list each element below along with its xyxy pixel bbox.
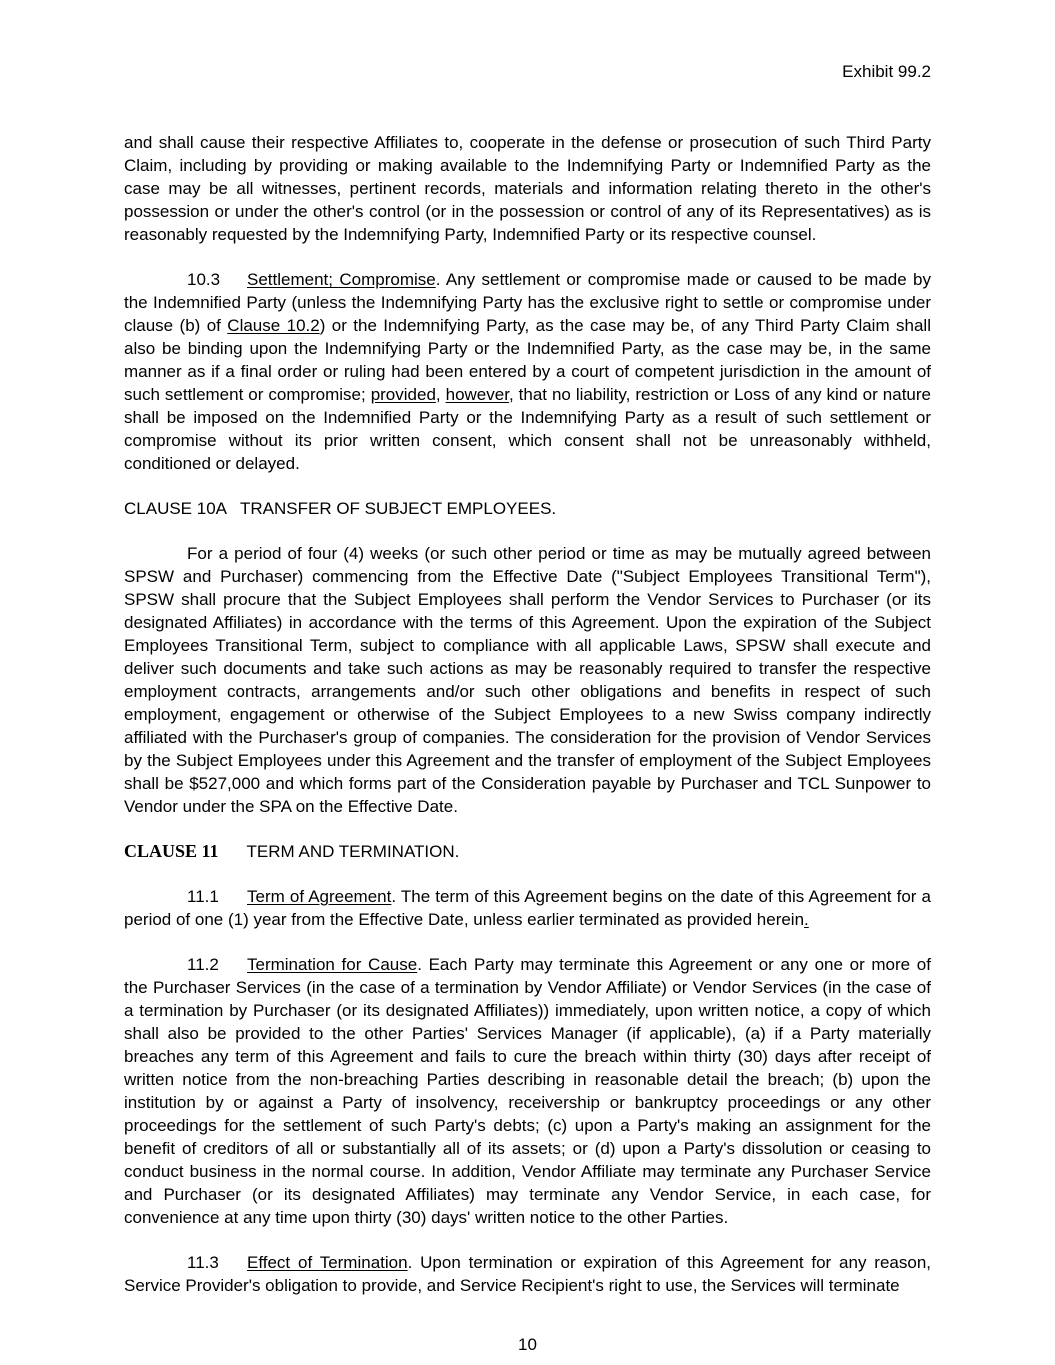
clause-11-heading [124,840,931,863]
section-11-2 [124,953,931,1229]
section-10-3-text: . Any settlement or compromise made or caused to be made by the Indemnified Party (unless the Indemnifying Party has the exclusive right to settle or compromise under clause (b) of [124,270,931,335]
section-11-3-number: 11.3 [187,1253,219,1272]
section-11-3 [124,1251,931,1297]
section-11-2-text: . Each Party may terminate this Agreement or any one or more of the Purchaser Services (in the case of a termination by Vendor Affiliate) or Vendor Services (in the case of a termination by Purchaser (or its designated Affiliates)) immediately, upon written notice, a copy of which shall also be provided to the other Parties' Services Manager (if applicable), (a) if a Party materially breaches any term of this Agreement and fails to cure the breach within thirty (30) days after receipt of written notice from the non-breaching Parties describing in reasonable detail the breach; (b) upon the institution by or against a Party of insolvency, receivership or bankruptcy proceedings or any other proceedings for the settlement of such Party's debts; (c) upon a Party's making an assignment for the benefit of creditors of all or substantially all of its assets; or (d) upon a Party's dissolution or ceasing to conduct business in the normal course. In addition, Vendor Affiliate may terminate any Purchaser Service and Purchaser (or its designated Affiliates) may terminate any Vendor Service, in each case, for convenience at any time upon thirty (30) days' written notice to the other Parties. [124,955,931,1227]
exhibit-label: Exhibit 99.2 [842,62,931,81]
section-10-3-text: , that no liability, restriction or Loss of any kind or nature shall be imposed on the Indemnified Party or the Indemnifying Party as a result of such settlement or compromise without its prior written consent, which consent shall not be unreasonably withheld, conditioned or delayed. [124,385,931,473]
section-11-1 [124,885,931,931]
section-11-3-heading: Effect of Termination [247,1253,408,1272]
section-10-3-text: ) or the Indemnifying Party, as the case may be, of any Third Party Claim shall also be binding upon the Indemnifying Party or the Indemnified Party, as the case may be, in the same manner as if a final order or ruling had been entered by a court of competent jurisdiction in the amount of such settlement or compromise; [124,316,931,404]
paragraph-continuation: and shall cause their respective Affiliates to, cooperate in the defense or prosecution of such Third Party Claim, including by providing or making available to the Indemnifying Party or Indemnified Party as the case may be all witnesses, pertinent records, materials and information relating thereto in the other's possession or under the other's control (or in the possession or control of any of its Representatives) as is reasonably requested by the Indemnifying Party, Indemnified Party or its respective counsel. [124,133,931,244]
however-term: however [445,385,509,404]
clause-10-2-reference: Clause 10.2 [227,316,320,335]
paragraph-10a-body: For a period of four (4) weeks (or such other period or time as may be mutually agreed between SPSW and Purchaser) commencing from the Effective Date ("Subject Employees Transitional Term"), SPSW shall procure that the Subject Employees shall perform the Vendor Services to Purchaser (or its designated Affiliates) in accordance with the terms of this Agreement. Upon the expiration of the Subject Employees Transitional Term, subject to compliance with all applicable Laws, SPSW shall execute and deliver such documents and take such actions as may be reasonably required to transfer the respective employment contracts, arrangements and/or such other obligations and benefits in respect of such employment, engagement or otherwise of the Subject Employees to a new Swiss company indirectly affiliated with the Purchaser's group of companies. The consideration for the provision of Vendor Services by the Subject Employees under this Agreement and the transfer of employment of the Subject Employees shall be $527,000 and which forms part of the Consideration payable by Purchaser and TCL Sunpower to Vendor under the SPA on the Effective Date. [124,544,931,816]
section-11-1-number: 11.1 [187,887,219,906]
section-10-3-text: , [435,385,446,404]
provided-term: provided [370,385,436,404]
section-11-1-text: . The term of this Agreement begins on the date of this Agreement for a period of one (1) year from the Effective Date, unless earlier terminated as provided herein [124,887,931,929]
clause-10a-title: TRANSFER OF SUBJECT EMPLOYEES. [240,499,557,518]
section-10-3 [124,268,931,475]
section-11-1-heading: Term of Agreement [247,887,392,906]
clause-10a-label: CLAUSE 10A [124,499,227,518]
clause-11-label: CLAUSE 11 [124,841,219,861]
clause-11-title: TERM AND TERMINATION. [246,842,460,861]
section-11-2-heading: Termination for Cause [247,955,418,974]
clause-10a-heading [124,497,931,520]
section-11-3-text: . Upon termination or expiration of this Agreement for any reason, Service Provider's obligation to provide, and Service Recipient's right to use, the Services will terminate [124,1253,931,1295]
section-10-3-heading: Settlement; Compromise [247,270,436,289]
section-11-1-tail: . [804,910,809,929]
section-10-3-number: 10.3 [187,270,221,289]
page-number: 10 [518,1335,537,1354]
section-11-2-number: 11.2 [187,955,219,974]
